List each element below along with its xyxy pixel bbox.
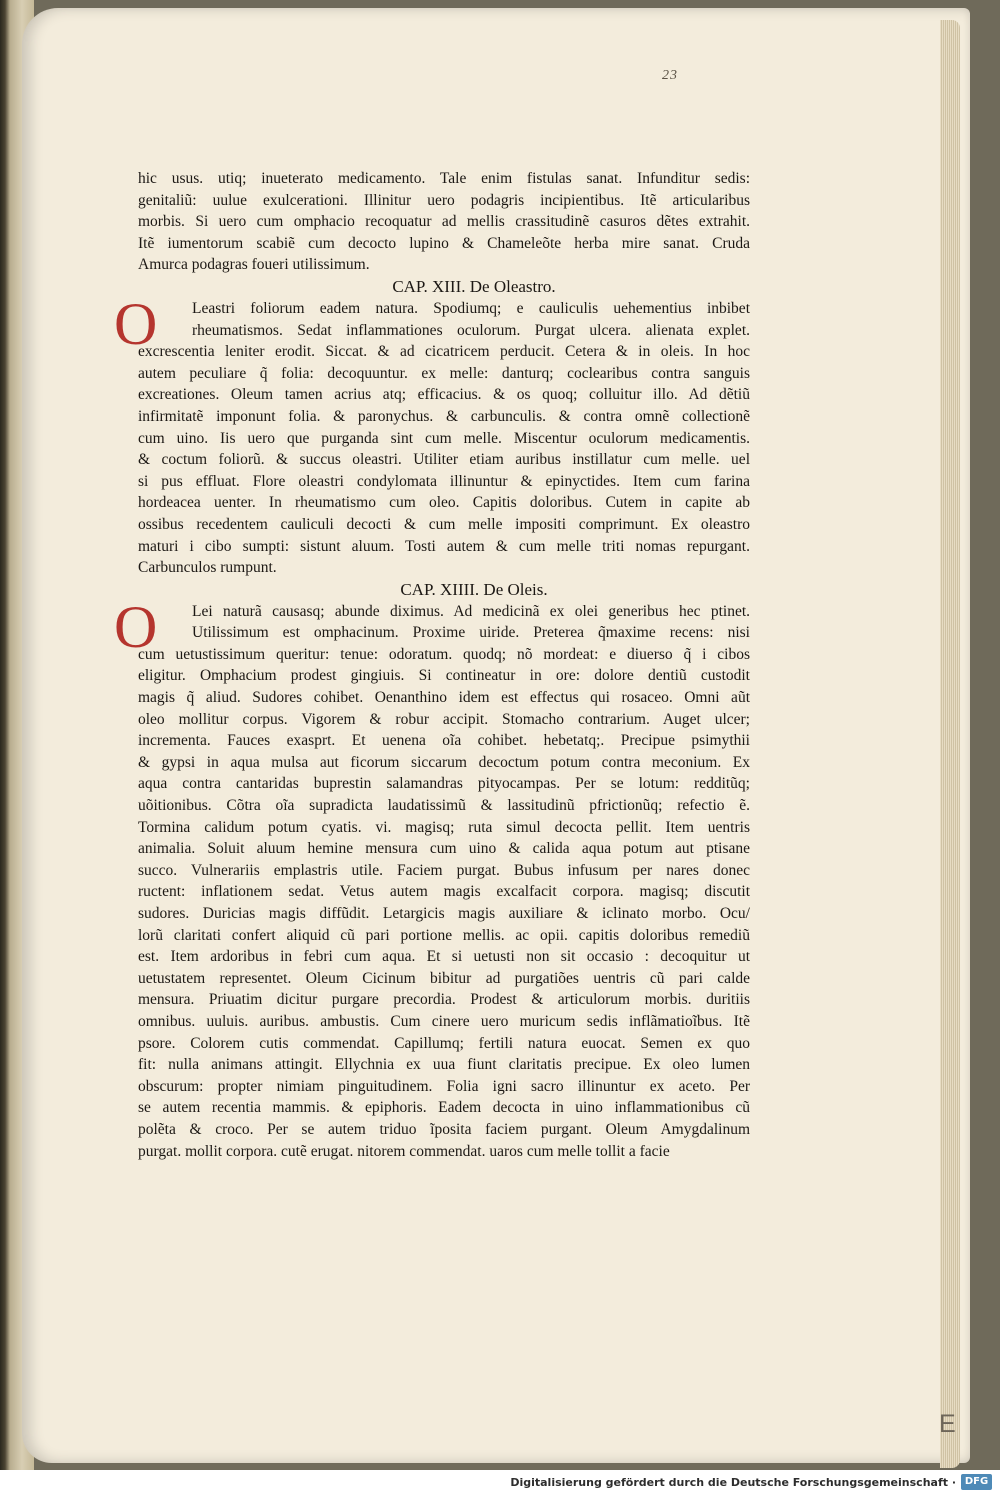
chapter-14-heading: CAP. XIIII. De Oleis. xyxy=(400,579,548,599)
chapter-14-body xyxy=(114,593,750,1162)
chapter-13-lines xyxy=(138,298,750,579)
text-line: excreationes. Oleum tamen acrius atq; efficacius. & os quoq; colluitur illo. Ad dẽtiũ xyxy=(138,386,750,404)
text-line: Amurca podagras foueri utilissimum. xyxy=(138,256,370,274)
digitization-footer xyxy=(0,1470,1000,1496)
chapter-13-body xyxy=(114,290,750,579)
text-line: eligitur. Omphacium prodest gingiuis. Si contineatur in ore: dolore dentiũ custodit xyxy=(138,667,750,685)
text-line: genitaliũ: uulue exulcerationi. Illinitur uero podagris incipientibus. Itẽ articularibus xyxy=(138,191,750,209)
text-line: se autem recentia mammis. & epiphoris. Eadem decocta in uino inflammationibus cũ xyxy=(138,1099,750,1117)
text-line: hic usus. utiq; inueterato medicamento. Tale enim fistulas sanat. Infunditur sedis: xyxy=(138,170,750,187)
chapter-13-initial: O xyxy=(114,290,158,357)
text-line: cum uetustissimum queritur: tenue: odoratum. quodq; nõ mordeat: e diuerso q̃ i cibos xyxy=(138,645,750,663)
text-line: mensura. Priuatim dicitur purgare precordia. Prodest & articulorum morbis. duritiis xyxy=(138,991,750,1009)
text-line: polẽta & croco. Per se autem triduo ĩposita faciem purgant. Oleum Amygdalinum xyxy=(138,1120,750,1138)
text-line: magis q̃ aliud. Sudores cohibet. Oenanthino idem est effectus qui rosaceo. Omni aũt xyxy=(138,689,750,707)
chapter-13-heading: CAP. XIII. De Oleastro. xyxy=(392,276,556,296)
text-line: excrescentia leniter erodit. Siccat. & ad cicatricem perducit. Cetera & in oleis. In hoc xyxy=(138,343,750,361)
text-line: cum uino. Iis uero que purganda sint cum melle. Miscentur oculorum medicamentis. xyxy=(138,429,750,447)
text-line: ructent: inflationem sedat. Vetus autem magis excalfacit corpora. magisq; discutit xyxy=(138,883,750,901)
text-line: oleo mollitur corpus. Vigorem & robur accipit. Stomacho contrarium. Auget ulcer; xyxy=(138,710,750,728)
book-page xyxy=(22,8,970,1463)
text-line: Leastri foliorum eadem natura. Spodiumq; e cauliculis uehementius inbibet xyxy=(192,299,750,317)
text-line: aqua contra cantaridas buprestin salamandras pityocampas. Per se lotum: redditũq; xyxy=(138,775,750,793)
text-line: uetustatem representet. Oleum Cicinum bibitur ad purgatiões uentris cũ pari calde xyxy=(138,969,750,987)
text-line: autem peculiare q̃ folia: decoquuntur. ex melle: danturq; coclearibus contra sanguis xyxy=(138,364,750,382)
text-line: ossibus recedentem cauliculi decocti & cum melle impositi comprimunt. Ex oleastro xyxy=(138,515,750,533)
opening-paragraph xyxy=(138,168,750,276)
folio-number: 23 xyxy=(662,68,678,83)
page-fore-edge xyxy=(940,20,960,1468)
chapter-14-initial: O xyxy=(114,593,158,660)
footer-credit: Digitalisierung gefördert durch die Deutsche Forschungsgemeinschaft · xyxy=(510,1476,956,1489)
text-line: rheumatismos. Sedat inflammationes oculorum. Purgat ulcera. alienata explet. xyxy=(192,321,750,339)
dfg-logo: DFG xyxy=(961,1474,992,1490)
text-line: Lei naturã causasq; abunde diximus. Ad medicinã ex olei generibus hec ptinet. xyxy=(192,602,750,620)
signature-mark: E xyxy=(939,1410,956,1438)
text-line: sudores. Duricias magis diffũdit. Letargicis magis auxiliare & iclinato morbo. Ocu/ xyxy=(138,905,750,922)
text-line: Carbunculos rumpunt. xyxy=(138,559,277,577)
text-line: Tormina calidum potum cyatis. vi. magisq; ruta simul decocta pellit. Item uentris xyxy=(138,818,750,836)
text-line: obscurum: propter nimiam pinguitudinem. Folia igni sacro illinuntur ex aceto. Per xyxy=(138,1077,750,1095)
text-line: Itẽ iumentorum scabiẽ cum decocto lupino & Chameleõte herba mire sanat. Cruda xyxy=(138,234,750,252)
text-line: omnibus. uuluis. auribus. ambustis. Cum cinere uero muricum sedis inflãmatioĩbus. Itẽ xyxy=(138,1012,750,1030)
text-line: & coctum foliorũ. & succus oleastri. Utiliter etiam auribus instillatur cum melle. uel xyxy=(138,451,750,469)
text-line: morbis. Si uero cum omphacio recoquatur ad mellis crassitudinẽ casuros dẽtes extrahit. xyxy=(138,213,750,231)
text-line: uõitionibus. Cõtra oĩa supradicta laudatissimũ & lassitudinũ pfrictionũq; refectio ẽ. xyxy=(138,797,750,815)
text-line: succo. Vulnerariis emplastris utile. Faciem purgat. Bubus infusum per nares donec xyxy=(138,861,750,879)
chapter-14-lines xyxy=(138,601,750,1162)
text-line: Utilissimum est omphacinum. Proxime uiride. Preterea q̃maxime recens: nisi xyxy=(192,624,750,642)
text-line: fit: nulla animans attingit. Ellychnia ex uua fiunt claritatis precipue. Ex oleo lumen xyxy=(138,1056,750,1074)
text-line: hordeacea uenter. In rheumatismo cum oleo. Capitis doloribus. Cutem in capite ab xyxy=(138,494,750,512)
text-line: infirmitatẽ imponunt folia. & paronychus. & carbunculis. & contra omnẽ collectionẽ xyxy=(138,407,750,425)
text-line: incrementa. Fauces exasprt. Et uenena oĩa cohibet. hebetatq;. Precipue psimythii xyxy=(138,732,750,750)
text-line: est. Item ardoribus in febri cum aqua. Et si uetusti non sit occasio : decoquitur ut xyxy=(138,948,750,966)
text-line: si pus effluat. Flore oleastri condylomata illinuntur & epinyctides. Item cum farina xyxy=(138,472,750,490)
text-line: maturi i cibo sumpti: sistunt aluum. Tosti autem & cum melle triti nomas repurgant. xyxy=(138,537,750,555)
text-line: & gypsi in aqua mulsa aut ficorum siccarum decoctum potum contra meconium. Ex xyxy=(138,753,750,771)
text-block xyxy=(114,168,750,1162)
text-line: lorũ claritati confert aliquid cũ pari portione mellis. ac opii. capitis doloribus remediũ xyxy=(138,926,750,944)
text-line: psore. Colorem cutis commendat. Capillumq; fertili natura euocat. Semen ex quo xyxy=(138,1034,750,1052)
text-line: purgat. mollit corpora. cutẽ erugat. nitorem commendat. uaros cum melle tollit a facie xyxy=(138,1142,670,1160)
text-line: animalia. Soluit aluum hemine mensura cum uino & calida aqua potum aut ptisane xyxy=(138,840,750,858)
